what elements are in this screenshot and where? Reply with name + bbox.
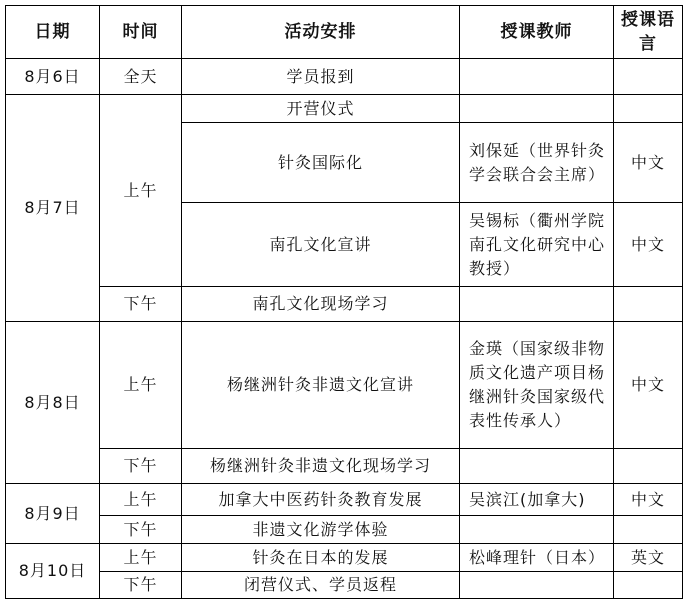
header-teacher: 授课教师 [460,6,614,59]
teacher-cell: 金瑛（国家级非物质文化遗产项目杨继洲针灸国家级代表性传承人） [460,322,614,449]
table-row [6,572,683,599]
time-cell: 全天 [100,59,182,95]
teacher-cell [460,59,614,95]
date-cell: 8月8日 [6,322,100,484]
activity-cell: 杨继洲针灸非遗文化现场学习 [182,449,460,484]
table-row [6,95,683,123]
language-cell [614,449,683,484]
table-row [6,544,683,572]
activity-cell: 针灸在日本的发展 [182,544,460,572]
language-cell: 中文 [614,203,683,287]
teacher-cell [460,572,614,599]
date-cell: 8月10日 [6,544,100,599]
activity-cell: 加拿大中医药针灸教育发展 [182,484,460,516]
time-cell: 上午 [100,544,182,572]
date-cell: 8月9日 [6,484,100,544]
teacher-cell: 松峰理针（日本） [460,544,614,572]
time-cell: 下午 [100,449,182,484]
time-cell: 下午 [100,287,182,322]
table-row [6,516,683,544]
table-row [6,449,683,484]
teacher-cell: 刘保延（世界针灸学会联合会主席） [460,123,614,203]
language-cell [614,59,683,95]
table-row [6,484,683,516]
activity-cell: 非遗文化游学体验 [182,516,460,544]
activity-cell: 南孔文化宣讲 [182,203,460,287]
time-cell: 上午 [100,484,182,516]
teacher-cell: 吴锡标（衢州学院南孔文化研究中心教授） [460,203,614,287]
teacher-cell [460,516,614,544]
teacher-cell [460,449,614,484]
schedule-table [5,5,683,599]
language-cell: 中文 [614,322,683,449]
activity-cell: 闭营仪式、学员返程 [182,572,460,599]
table-row [6,287,683,322]
activity-cell: 杨继洲针灸非遗文化宣讲 [182,322,460,449]
activity-cell: 南孔文化现场学习 [182,287,460,322]
language-cell [614,516,683,544]
time-cell: 下午 [100,572,182,599]
language-cell [614,572,683,599]
teacher-cell [460,287,614,322]
activity-cell: 针灸国际化 [182,123,460,203]
language-cell: 中文 [614,123,683,203]
date-cell: 8月6日 [6,59,100,95]
table-row [6,59,683,95]
header-date: 日期 [6,6,100,59]
language-cell: 英文 [614,544,683,572]
time-cell: 上午 [100,95,182,287]
language-cell [614,287,683,322]
header-time: 时间 [100,6,182,59]
time-cell: 上午 [100,322,182,449]
teacher-cell [460,95,614,123]
time-cell: 下午 [100,516,182,544]
language-cell [614,95,683,123]
header-language: 授课语言 [614,6,683,59]
teacher-cell: 吴滨江(加拿大) [460,484,614,516]
table-row [6,322,683,449]
header-activity: 活动安排 [182,6,460,59]
date-cell: 8月7日 [6,95,100,322]
language-cell: 中文 [614,484,683,516]
activity-cell: 学员报到 [182,59,460,95]
header-row [6,6,683,59]
activity-cell: 开营仪式 [182,95,460,123]
